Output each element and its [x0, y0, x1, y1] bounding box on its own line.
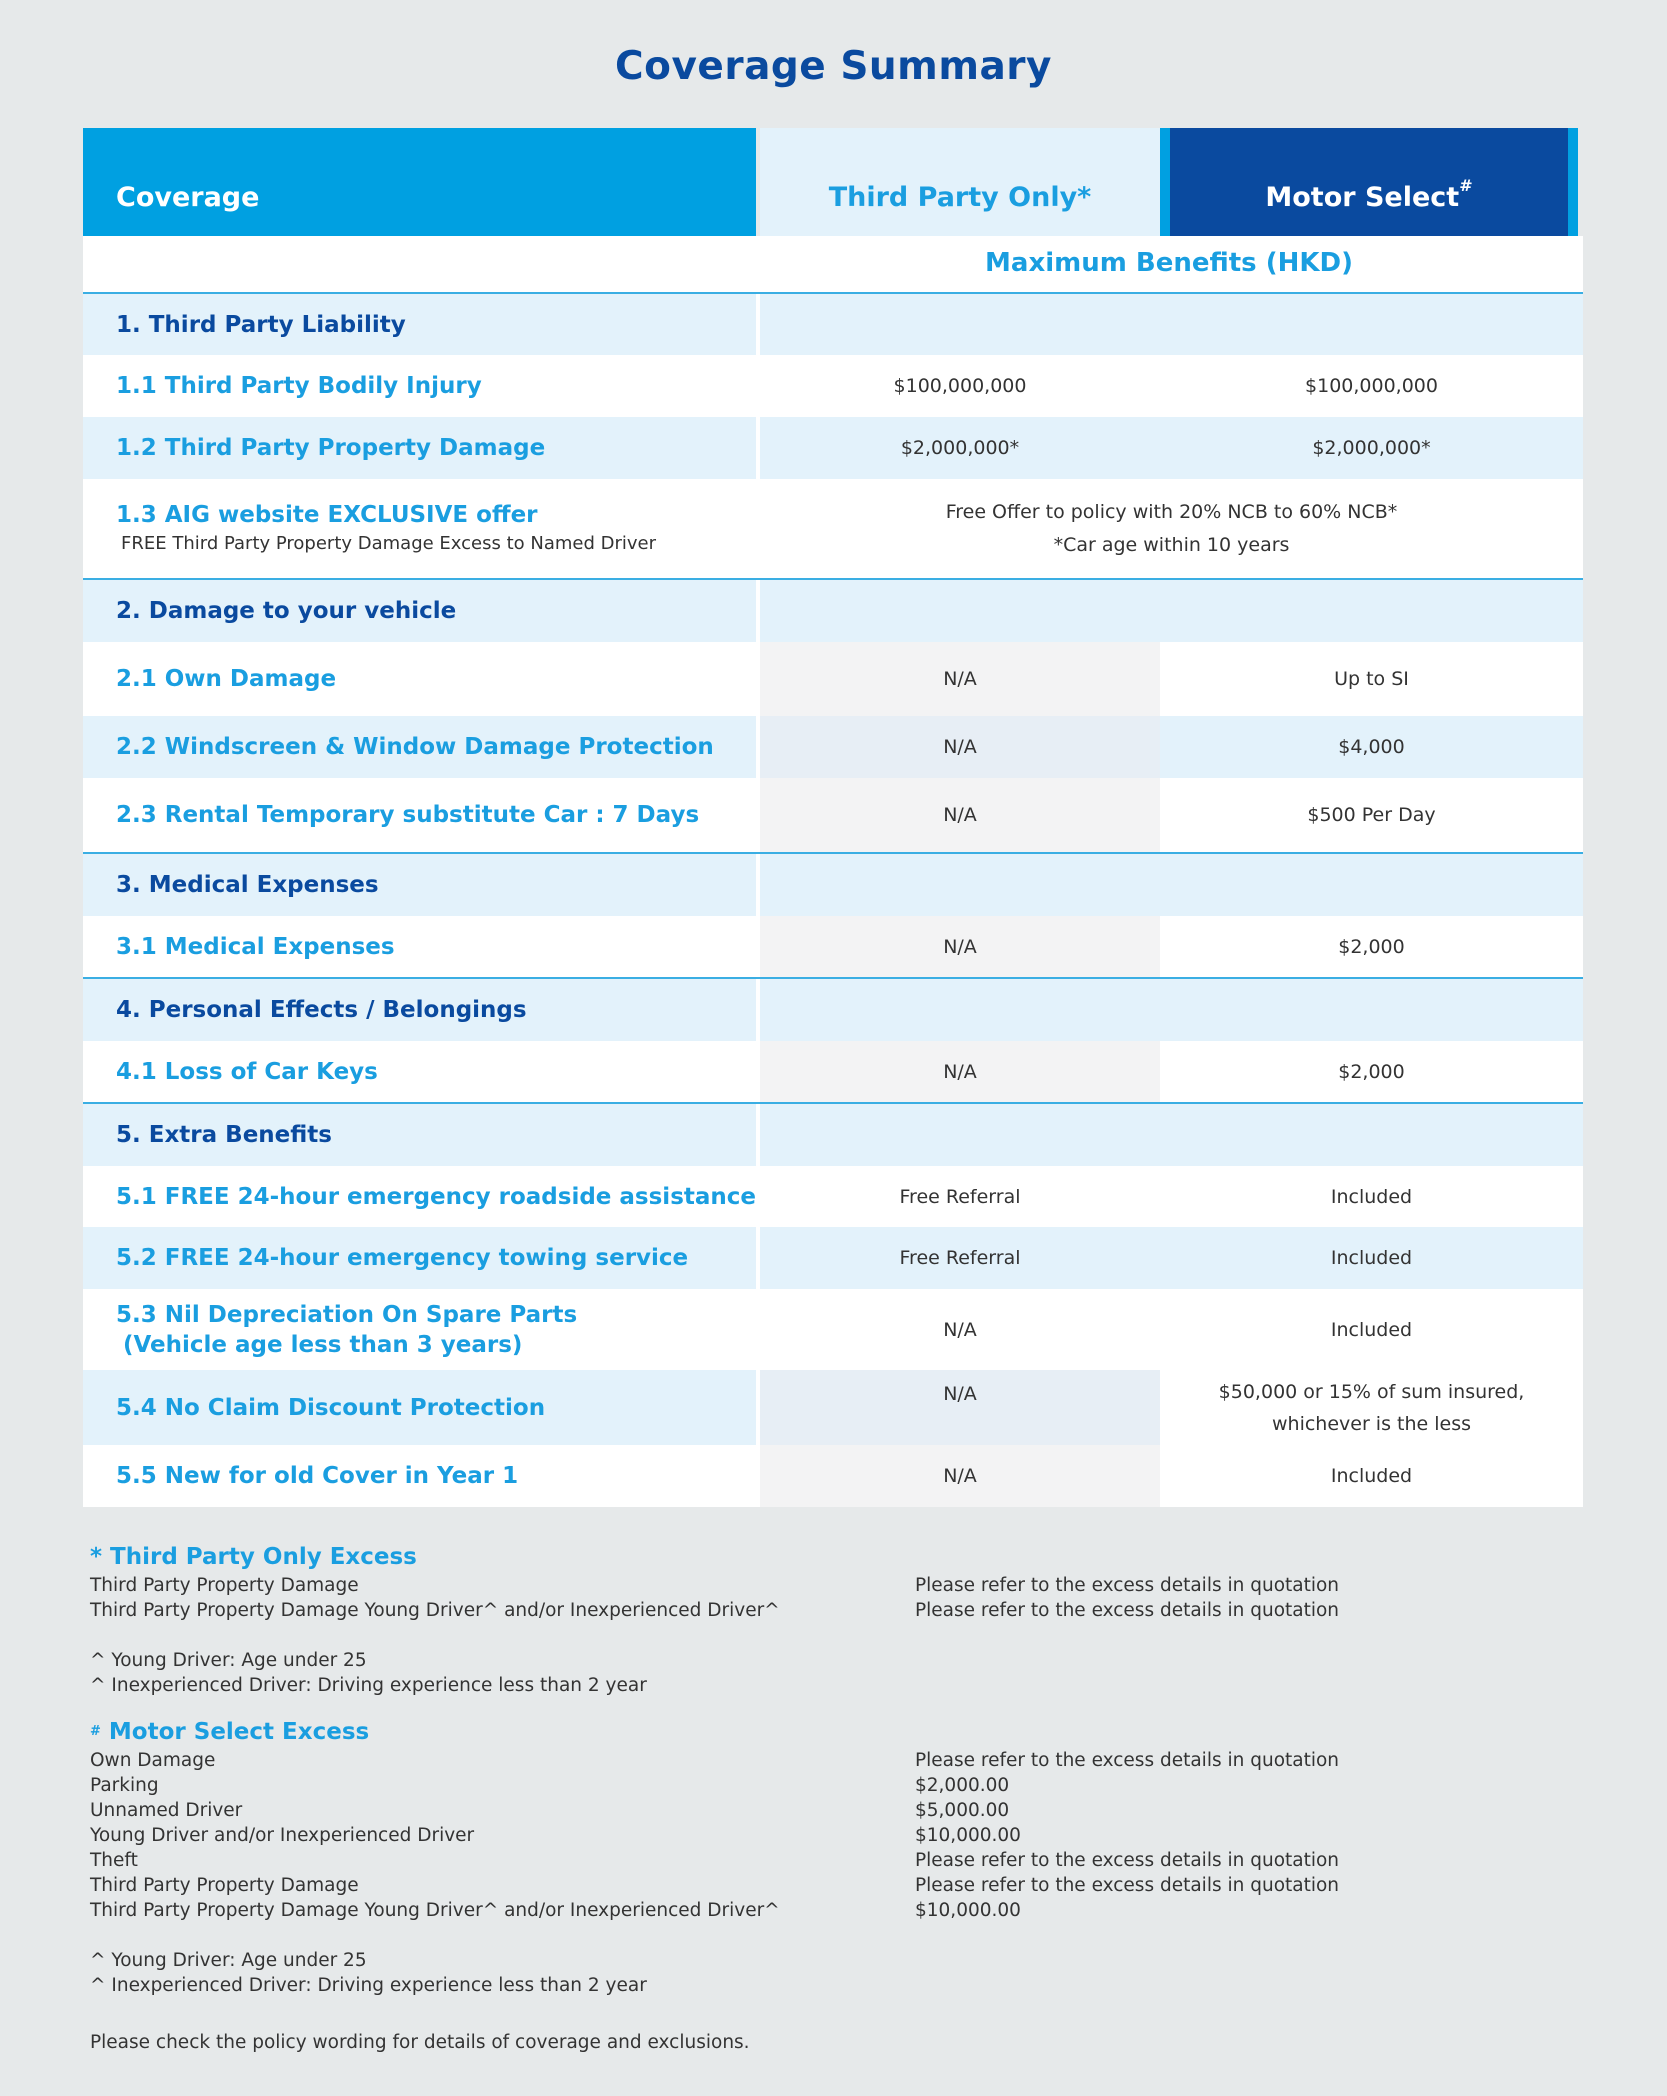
motor-select-value: $2,000	[1160, 916, 1583, 977]
excess-value: $5,000.00	[915, 1800, 1010, 1821]
table-row	[83, 1166, 1583, 1227]
section-row	[83, 979, 1583, 1041]
header-motor-select-label: Motor Select	[1265, 182, 1460, 213]
coverage-label: 2.2 Windscreen & Window Damage Protection	[83, 716, 756, 778]
excess-notes	[90, 1541, 1590, 2055]
excess-line	[90, 1898, 1590, 1923]
header-motor-select	[1160, 128, 1578, 236]
excess-item: Third Party Property Damage Young Driver^ and/or Inexperienced Driver^	[90, 1900, 780, 1921]
excess-item: Third Party Property Damage	[90, 1875, 359, 1896]
section-row	[83, 854, 1583, 916]
coverage-label: 2.3 Rental Temporary substitute Car : 7 Days	[83, 778, 756, 852]
table-row	[83, 916, 1583, 979]
excess-value: $10,000.00	[915, 1900, 1021, 1921]
table-row	[83, 417, 1583, 479]
table-row	[83, 1445, 1583, 1507]
coverage-label: 5.2 FREE 24-hour emergency towing service	[83, 1227, 756, 1289]
motor-select-excess-title: Motor Select Excess	[108, 1719, 370, 1745]
section-title: 2. Damage to your vehicle	[83, 580, 756, 642]
section-title: 4. Personal Effects / Belongings	[83, 979, 756, 1041]
combined-value	[760, 479, 1583, 578]
header-third-party-only: Third Party Only*	[760, 128, 1160, 236]
excess-line	[90, 1748, 1590, 1773]
motor-select-value	[1160, 1370, 1583, 1445]
table-row	[83, 716, 1583, 778]
coverage-label: 3.1 Medical Expenses	[83, 916, 756, 977]
motor-select-value: Included	[1160, 1445, 1583, 1507]
motor-select-excess-heading	[90, 1716, 1590, 1748]
table-row	[83, 355, 1583, 417]
footnote: ^ Young Driver: Age under 25	[90, 1950, 367, 1971]
coverage-label	[83, 1289, 756, 1370]
excess-value: Please refer to the excess details in quotation	[915, 1750, 1340, 1771]
motor-select-value: $2,000,000*	[1160, 417, 1583, 479]
section-title: 3. Medical Expenses	[83, 854, 756, 916]
excess-line	[90, 1598, 1590, 1623]
excess-line	[90, 1798, 1590, 1823]
table-header	[83, 128, 1583, 236]
coverage-label: 5.1 FREE 24-hour emergency roadside assistance	[83, 1166, 756, 1227]
maximum-benefits-label: Maximum Benefits (HKD)	[985, 248, 1353, 278]
table-row	[83, 1227, 1583, 1289]
motor-select-value: Included	[1160, 1166, 1583, 1227]
third-party-excess-heading: * Third Party Only Excess	[90, 1544, 417, 1570]
third-party-value: Free Referral	[760, 1227, 1160, 1289]
excess-item: Unnamed Driver	[90, 1800, 243, 1821]
section-row	[83, 294, 1583, 355]
excess-line	[90, 1873, 1590, 1898]
coverage-label: 1.1 Third Party Bodily Injury	[83, 355, 756, 417]
third-party-value: N/A	[760, 716, 1160, 778]
offer-condition: *Car age within 10 years	[1053, 533, 1290, 556]
coverage-label: 4.1 Loss of Car Keys	[83, 1041, 756, 1102]
section-row	[83, 580, 1583, 642]
excess-item: Theft	[90, 1850, 138, 1871]
table-row	[83, 479, 1583, 580]
table-row	[83, 1289, 1583, 1370]
third-party-value: $100,000,000	[760, 355, 1160, 417]
motor-select-value: Up to SI	[1160, 642, 1583, 716]
excess-value: Please refer to the excess details in quotation	[915, 1575, 1340, 1596]
coverage-label-main: 1.3 AIG website EXCLUSIVE offer	[116, 501, 538, 528]
excess-value: $2,000.00	[915, 1775, 1010, 1796]
third-party-value: N/A	[760, 1041, 1160, 1102]
excess-item: Own Damage	[90, 1750, 216, 1771]
motor-select-value: $100,000,000	[1160, 355, 1583, 417]
policy-wording-note: Please check the policy wording for details of coverage and exclusions.	[90, 2032, 750, 2053]
excess-item: Third Party Property Damage Young Driver^ and/or Inexperienced Driver^	[90, 1600, 780, 1621]
excess-line	[90, 1848, 1590, 1873]
excess-item: Young Driver and/or Inexperienced Driver	[90, 1825, 475, 1846]
maximum-benefits-row	[83, 236, 1583, 294]
motor-select-value: Included	[1160, 1289, 1583, 1370]
coverage-label-note: (Vehicle age less than 3 years)	[123, 1331, 523, 1358]
coverage-label: 1.2 Third Party Property Damage	[83, 417, 756, 479]
section-row	[83, 1104, 1583, 1166]
third-party-value: N/A	[760, 916, 1160, 977]
coverage-label: 5.5 New for old Cover in Year 1	[83, 1445, 756, 1507]
coverage-label-sub: FREE Third Party Property Damage Excess to Named Driver	[121, 532, 657, 554]
third-party-value: Free Referral	[760, 1166, 1160, 1227]
motor-select-mark: #	[1459, 176, 1473, 195]
header-coverage: Coverage	[83, 128, 756, 236]
table-row	[83, 1041, 1583, 1104]
section-title: 1. Third Party Liability	[83, 294, 756, 355]
coverage-label: 5.4 No Claim Discount Protection	[83, 1370, 756, 1445]
third-party-value: N/A	[760, 1289, 1160, 1370]
excess-value: Please refer to the excess details in quotation	[915, 1875, 1340, 1896]
excess-line	[90, 1773, 1590, 1798]
table-row	[83, 642, 1583, 716]
motor-select-value: $500 Per Day	[1160, 778, 1583, 852]
third-party-value: N/A	[760, 1370, 1160, 1445]
coverage-label	[83, 479, 756, 578]
motor-select-value-line1: $50,000 or 15% of sum insured,	[1218, 1380, 1525, 1403]
section-title: 5. Extra Benefits	[83, 1104, 756, 1166]
third-party-value: $2,000,000*	[760, 417, 1160, 479]
excess-value: $10,000.00	[915, 1825, 1021, 1846]
page-title: Coverage Summary	[615, 44, 1052, 89]
motor-select-value: Included	[1160, 1227, 1583, 1289]
table-row	[83, 1370, 1583, 1445]
third-party-value: N/A	[760, 642, 1160, 716]
excess-line	[90, 1823, 1590, 1848]
excess-item: Third Party Property Damage	[90, 1575, 359, 1596]
third-party-value: N/A	[760, 1445, 1160, 1507]
coverage-table	[83, 128, 1583, 1507]
coverage-label: 2.1 Own Damage	[83, 642, 756, 716]
offer-text: Free Offer to policy with 20% NCB to 60% NCB*	[945, 500, 1398, 523]
motor-select-excess-mark: #	[90, 1724, 101, 1739]
motor-select-value: $2,000	[1160, 1041, 1583, 1102]
excess-line	[90, 1573, 1590, 1598]
motor-select-value: $4,000	[1160, 716, 1583, 778]
table-row	[83, 778, 1583, 854]
excess-item: Parking	[90, 1775, 159, 1796]
excess-value: Please refer to the excess details in quotation	[915, 1600, 1340, 1621]
excess-value: Please refer to the excess details in quotation	[915, 1850, 1340, 1871]
footnote: ^ Inexperienced Driver: Driving experience less than 2 year	[90, 1675, 647, 1696]
third-party-value: N/A	[760, 778, 1160, 852]
coverage-label-main: 5.3 Nil Depreciation On Spare Parts	[116, 1301, 578, 1328]
footnote: ^ Inexperienced Driver: Driving experience less than 2 year	[90, 1975, 647, 1996]
motor-select-value-line2: whichever is the less	[1271, 1412, 1472, 1435]
footnote: ^ Young Driver: Age under 25	[90, 1650, 367, 1671]
